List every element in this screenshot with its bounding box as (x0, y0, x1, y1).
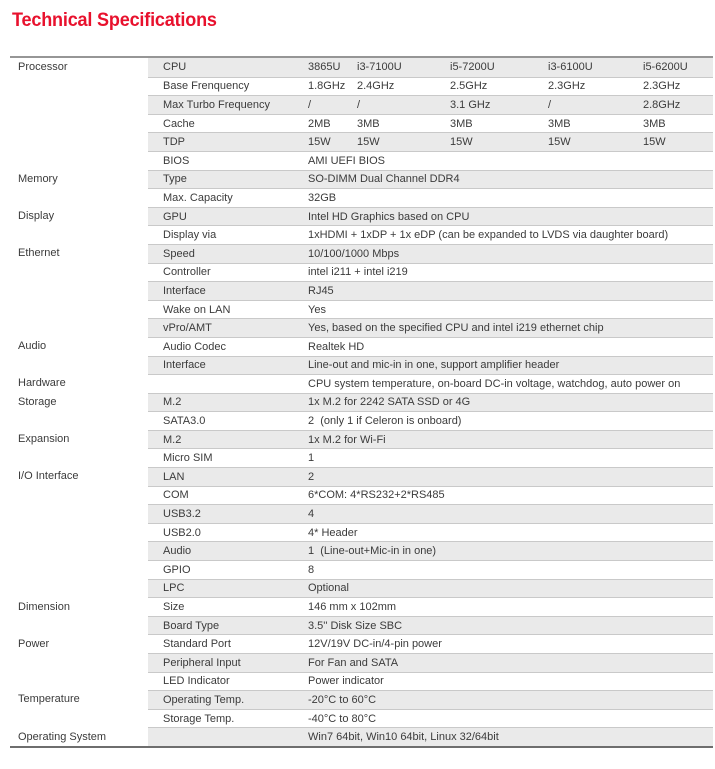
spec-values (308, 396, 713, 408)
spec-values (308, 285, 713, 297)
table-row (10, 114, 713, 133)
spec-row-body (148, 467, 713, 486)
spec-row-body (148, 300, 713, 319)
spec-value: Realtek HD (308, 340, 365, 353)
spec-row-body (148, 727, 713, 746)
spec-value: Optional (308, 582, 349, 595)
spec-value: 3MB (548, 117, 571, 130)
table-row (10, 486, 713, 505)
spec-values (308, 173, 713, 185)
spec-value: 15W (357, 136, 380, 149)
table-row (10, 374, 713, 393)
category-cell (10, 188, 148, 207)
category-cell (10, 281, 148, 300)
category-cell (10, 653, 148, 672)
table-row (10, 690, 713, 709)
table-row (10, 727, 713, 746)
spec-values (308, 508, 713, 520)
spec-values (308, 713, 713, 725)
table-row (10, 300, 713, 319)
category-cell: Operating System (10, 727, 148, 746)
spec-value: AMI UEFI BIOS (308, 154, 386, 167)
spec-label: LAN (163, 470, 185, 483)
spec-value: Intel HD Graphics based on CPU (308, 210, 470, 223)
spec-value: i5-7200U (450, 61, 495, 74)
category-cell (10, 300, 148, 319)
spec-values (308, 415, 713, 427)
spec-values (308, 341, 713, 353)
category-cell: Processor (10, 58, 148, 77)
spec-values (308, 657, 713, 669)
table-row (10, 504, 713, 523)
spec-values (308, 61, 713, 73)
table-row (10, 77, 713, 96)
spec-row-body (148, 541, 713, 560)
spec-value: RJ45 (308, 284, 334, 297)
spec-row-body (148, 207, 713, 226)
spec-row-body (148, 504, 713, 523)
spec-value: 1xHDMI + 1xDP + 1x eDP (can be expanded to LVDS via daughter board) (308, 229, 669, 242)
table-row (10, 579, 713, 598)
spec-values (308, 452, 713, 464)
spec-value: 146 mm x 102mm (308, 601, 397, 614)
spec-row-body (148, 225, 713, 244)
spec-values (308, 489, 713, 501)
spec-label: TDP (163, 136, 185, 149)
category-cell: Audio (10, 337, 148, 356)
spec-value: 32GB (308, 191, 337, 204)
spec-label: vPro/AMT (163, 322, 212, 335)
spec-row-body (148, 393, 713, 412)
spec-row-body (148, 263, 713, 282)
spec-label: Storage Temp. (163, 712, 235, 725)
spec-value: Line-out and mic-in in one, support amplifier header (308, 359, 560, 372)
spec-label: Display via (163, 229, 217, 242)
category-cell (10, 448, 148, 467)
category-cell (10, 411, 148, 430)
spec-value: 4* Header (308, 526, 358, 539)
spec-label: LPC (163, 582, 185, 595)
spec-row-body (148, 411, 713, 430)
spec-value: 15W (450, 136, 473, 149)
spec-label: SATA3.0 (163, 415, 206, 428)
spec-value: 2.5GHz (450, 80, 488, 93)
spec-row-body (148, 244, 713, 263)
spec-value: 2.3GHz (643, 80, 681, 93)
spec-label: Audio (163, 545, 192, 558)
spec-values (308, 192, 713, 204)
category-cell (10, 560, 148, 579)
spec-value: / (308, 98, 312, 111)
category-cell (10, 318, 148, 337)
spec-row-body (148, 672, 713, 691)
category-cell: Expansion (10, 430, 148, 449)
spec-value: 2 (only 1 if Celeron is onboard) (308, 415, 462, 428)
category-cell (10, 616, 148, 635)
spec-value: i3-7100U (357, 61, 402, 74)
spec-row-body (148, 58, 713, 77)
spec-row-body (148, 281, 713, 300)
spec-label: BIOS (163, 154, 190, 167)
spec-row-body (148, 337, 713, 356)
spec-value: Win7 64bit, Win10 64bit, Linux 32/64bit (308, 731, 499, 744)
spec-values (308, 582, 713, 594)
spec-value: 3MB (450, 117, 473, 130)
spec-values (308, 359, 713, 371)
spec-label: CPU (163, 61, 187, 74)
page-title: Technical Specifications (12, 10, 217, 31)
spec-values (308, 211, 713, 223)
table-row (10, 337, 713, 356)
table-row (10, 225, 713, 244)
spec-values (308, 434, 713, 446)
table-row (10, 170, 713, 189)
table-row (10, 448, 713, 467)
spec-value: 15W (643, 136, 666, 149)
spec-label: Wake on LAN (163, 303, 231, 316)
spec-label: Audio Codec (163, 340, 226, 353)
table-row (10, 244, 713, 263)
category-cell: I/O Interface (10, 467, 148, 486)
spec-label: Base Frenquency (163, 80, 250, 93)
spec-value: 10/100/1000 Mbps (308, 247, 400, 260)
table-row (10, 541, 713, 560)
category-cell (10, 225, 148, 244)
table-row (10, 597, 713, 616)
table-row (10, 709, 713, 728)
spec-value: i3-6100U (548, 61, 593, 74)
spec-value: 3.1 GHz (450, 98, 491, 111)
spec-row-body (148, 597, 713, 616)
spec-values (308, 731, 713, 743)
spec-row-body (148, 188, 713, 207)
spec-value: 1.8GHz (308, 80, 346, 93)
spec-value: 2.3GHz (548, 80, 586, 93)
category-cell (10, 523, 148, 542)
table-row (10, 560, 713, 579)
spec-value: 12V/19V DC-in/4-pin power (308, 638, 442, 651)
spec-row-body (148, 579, 713, 598)
spec-label: Interface (163, 359, 206, 372)
spec-values (308, 304, 713, 316)
spec-values (308, 266, 713, 278)
spec-label: USB2.0 (163, 526, 201, 539)
spec-values (308, 80, 713, 92)
spec-value: 2.4GHz (357, 80, 395, 93)
spec-values (308, 601, 713, 613)
table-row (10, 58, 713, 77)
spec-value: 1 (308, 452, 315, 465)
table-row (10, 653, 713, 672)
spec-row-body (148, 77, 713, 96)
spec-label: Peripheral Input (163, 656, 241, 669)
table-row (10, 393, 713, 412)
table-row (10, 151, 713, 170)
table-row (10, 634, 713, 653)
category-cell (10, 77, 148, 96)
table-row (10, 672, 713, 691)
spec-values (308, 99, 713, 111)
spec-label: GPU (163, 210, 187, 223)
spec-values (308, 638, 713, 650)
table-row (10, 356, 713, 375)
spec-value: 3MB (357, 117, 380, 130)
spec-values (308, 545, 713, 557)
category-cell: Ethernet (10, 244, 148, 263)
spec-label: GPIO (163, 563, 191, 576)
spec-values (308, 378, 713, 390)
spec-value: 15W (548, 136, 571, 149)
spec-value: 8 (308, 563, 315, 576)
spec-values (308, 471, 713, 483)
table-row (10, 411, 713, 430)
spec-row-body (148, 170, 713, 189)
category-cell (10, 709, 148, 728)
category-cell (10, 504, 148, 523)
category-cell (10, 114, 148, 133)
spec-label: Max. Capacity (163, 191, 233, 204)
spec-values (308, 155, 713, 167)
spec-label: M.2 (163, 433, 182, 446)
spec-values (308, 675, 713, 687)
spec-value: Yes (308, 303, 326, 316)
spec-value: 3.5'' Disk Size SBC (308, 619, 403, 632)
spec-label: Board Type (163, 619, 220, 632)
spec-value: 3865U (308, 61, 341, 74)
spec-value: 1x M.2 for 2242 SATA SSD or 4G (308, 396, 471, 409)
category-cell: Dimension (10, 597, 148, 616)
spec-value: 2MB (308, 117, 331, 130)
table-row (10, 467, 713, 486)
spec-value: -40°C to 80°C (308, 712, 377, 725)
category-cell (10, 263, 148, 282)
spec-row-body (148, 634, 713, 653)
spec-row-body (148, 560, 713, 579)
spec-value: / (548, 98, 552, 111)
spec-row-body (148, 374, 713, 393)
spec-row-body (148, 653, 713, 672)
spec-label: LED Indicator (163, 675, 230, 688)
category-cell: Storage (10, 393, 148, 412)
spec-value: Power indicator (308, 675, 384, 688)
spec-row-body (148, 486, 713, 505)
spec-values (308, 136, 713, 148)
spec-row-body (148, 523, 713, 542)
category-cell: Memory (10, 170, 148, 189)
spec-row-body (148, 448, 713, 467)
spec-row-body (148, 709, 713, 728)
spec-row-body (148, 151, 713, 170)
spec-row-body (148, 690, 713, 709)
category-cell (10, 356, 148, 375)
spec-label: USB3.2 (163, 508, 201, 521)
spec-label: Controller (163, 266, 211, 279)
spec-row-body (148, 356, 713, 375)
category-cell (10, 672, 148, 691)
spec-value: 4 (308, 508, 315, 521)
table-row (10, 207, 713, 226)
spec-values (308, 322, 713, 334)
spec-row-body (148, 318, 713, 337)
spec-row-body (148, 430, 713, 449)
spec-value: 2.8GHz (643, 98, 681, 111)
table-row (10, 523, 713, 542)
spec-value: / (357, 98, 361, 111)
spec-value: For Fan and SATA (308, 656, 399, 669)
category-cell (10, 151, 148, 170)
spec-row-body (148, 114, 713, 133)
spec-values (308, 564, 713, 576)
table-row (10, 188, 713, 207)
spec-label: Micro SIM (163, 452, 213, 465)
table-row (10, 430, 713, 449)
category-cell (10, 486, 148, 505)
spec-label: Cache (163, 117, 195, 130)
spec-row-body (148, 95, 713, 114)
category-cell (10, 541, 148, 560)
spec-row-body (148, 616, 713, 635)
spec-value: i5-6200U (643, 61, 688, 74)
spec-values (308, 527, 713, 539)
spec-value: 6*COM: 4*RS232+2*RS485 (308, 489, 445, 502)
category-cell: Hardware (10, 374, 148, 393)
category-cell (10, 579, 148, 598)
spec-label: COM (163, 489, 189, 502)
spec-label: Standard Port (163, 638, 231, 651)
spec-values (308, 694, 713, 706)
table-row (10, 318, 713, 337)
spec-values (308, 118, 713, 130)
category-cell: Temperature (10, 690, 148, 709)
category-cell (10, 132, 148, 151)
spec-value: 15W (308, 136, 331, 149)
spec-value: 1 (Line-out+Mic-in in one) (308, 545, 437, 558)
spec-label: Type (163, 173, 187, 186)
spec-value: intel i211 + intel i219 (308, 266, 408, 279)
spec-label: Max Turbo Frequency (163, 98, 270, 111)
table-row (10, 95, 713, 114)
table-row (10, 263, 713, 282)
spec-value: CPU system temperature, on-board DC-in voltage, watchdog, auto power on (308, 377, 681, 390)
table-row (10, 281, 713, 300)
spec-values (308, 229, 713, 241)
spec-value: 1x M.2 for Wi-Fi (308, 433, 386, 446)
spec-label: M.2 (163, 396, 182, 409)
spec-value: Yes, based on the specified CPU and intel i219 ethernet chip (308, 322, 604, 335)
spec-values (308, 620, 713, 632)
spec-label: Operating Temp. (163, 693, 245, 706)
spec-label: Speed (163, 247, 195, 260)
category-cell (10, 95, 148, 114)
spec-values (308, 248, 713, 260)
spec-label: Size (163, 601, 185, 614)
table-row (10, 132, 713, 151)
spec-value: -20°C to 60°C (308, 693, 377, 706)
category-cell: Power (10, 634, 148, 653)
table-row (10, 616, 713, 635)
spec-value: 2 (308, 470, 315, 483)
spec-value: 3MB (643, 117, 666, 130)
spec-table (10, 56, 713, 748)
spec-row-body (148, 132, 713, 151)
category-cell: Display (10, 207, 148, 226)
spec-value: SO-DIMM Dual Channel DDR4 (308, 173, 460, 186)
spec-label: Interface (163, 284, 206, 297)
